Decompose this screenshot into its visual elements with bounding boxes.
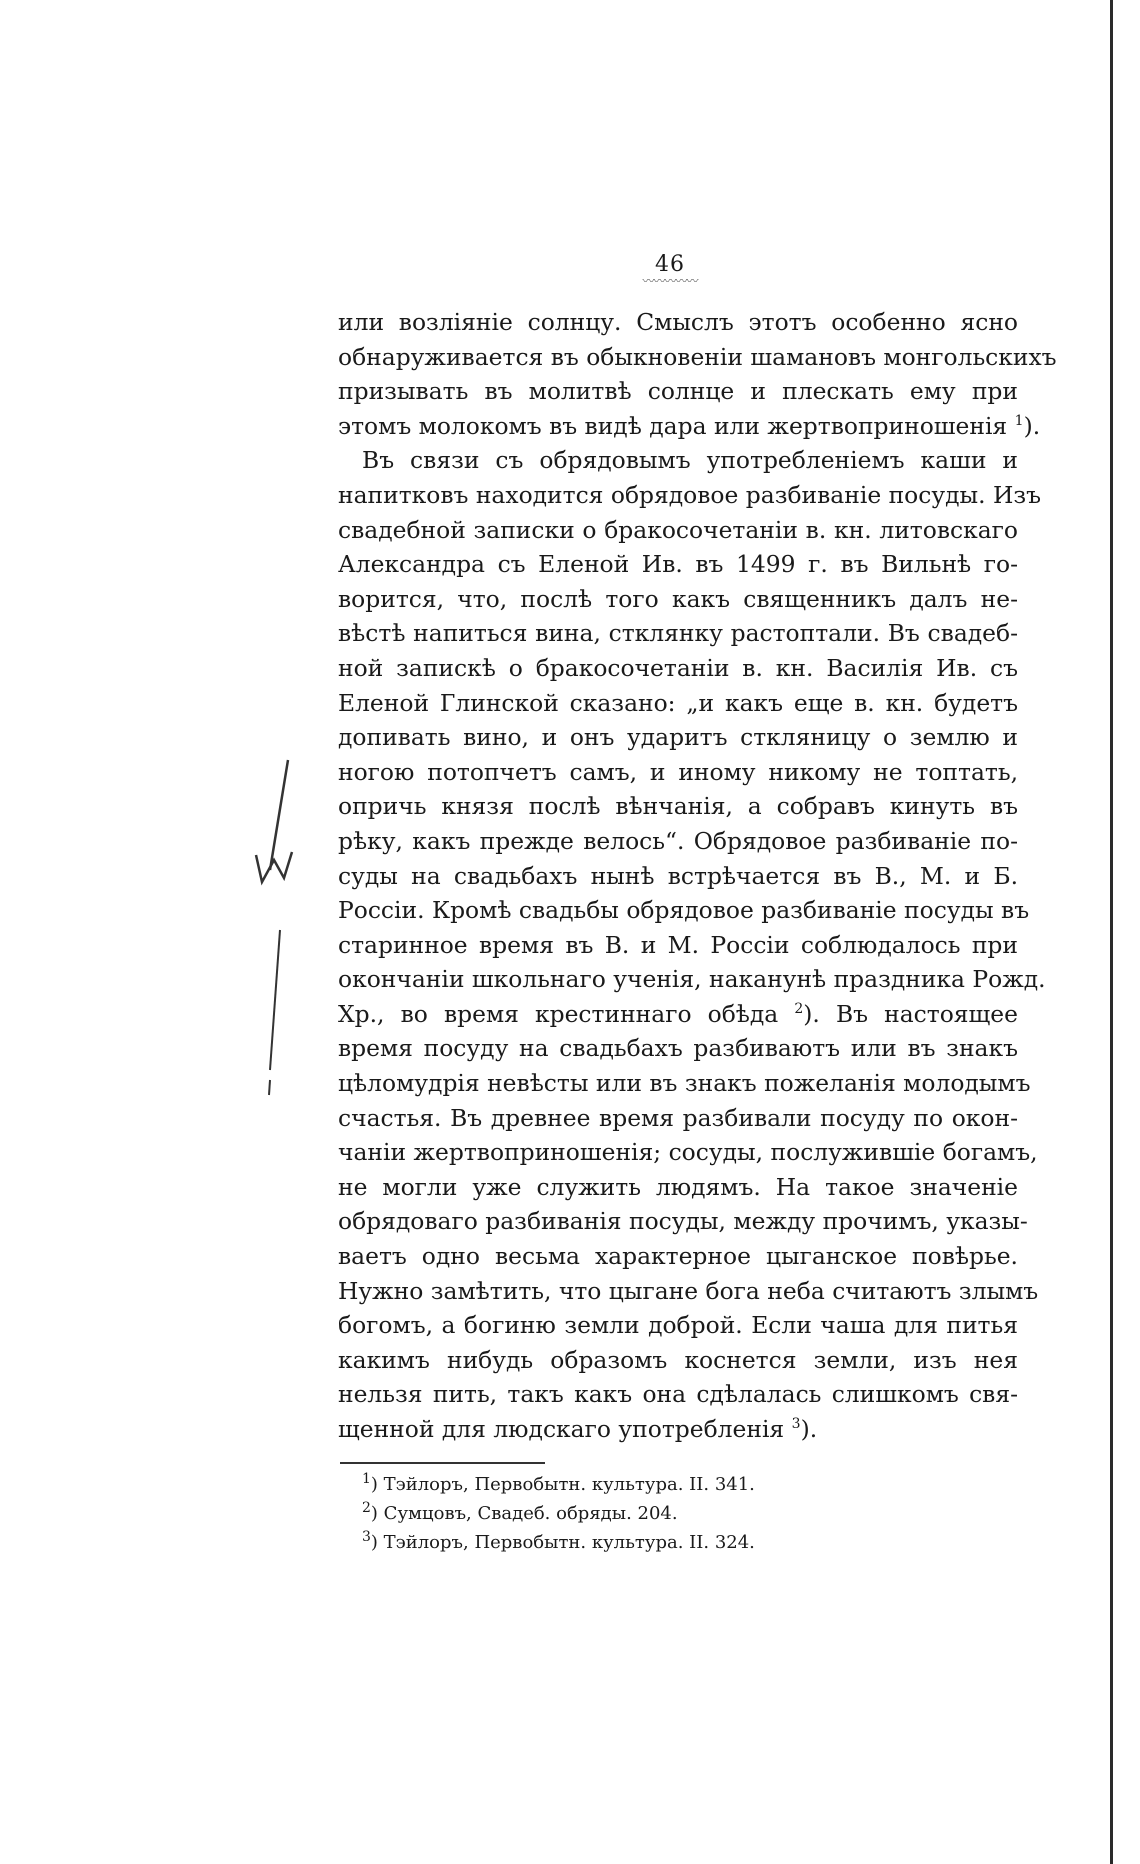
footnote-text: ) Тэйлоръ, Первобытн. культура. II. 324. — [370, 1532, 755, 1553]
text-line: старинное время въ В. и М. Россіи соблюдалось при — [338, 930, 1018, 959]
text-line: рѣку, какъ прежде велось“. Обрядовое разбиваніе по- — [338, 826, 1018, 855]
text-line: опричь князя послѣ вѣнчанія, а собравъ кинуть въ — [338, 792, 1018, 821]
text-line: Александра съ Еленой Ив. въ 1499 г. въ Вильнѣ го- — [338, 550, 1018, 579]
text-line: богомъ, а богиню земли доброй. Если чаша для питья — [338, 1311, 1018, 1340]
footnote-marker: 1 — [362, 1471, 371, 1487]
text-line: напитковъ находится обрядовое разбиваніе посуды. Изъ — [338, 480, 1042, 509]
footnote-ref-3: 3 — [791, 1416, 801, 1433]
body-text — [338, 305, 1057, 1447]
text-line: ворится, что, послѣ того какъ священникъ далъ не- — [338, 584, 1018, 613]
page-number-text: 46 — [655, 252, 685, 277]
text-line: время посуду на свадьбахъ разбиваютъ или въ знакъ — [338, 1034, 1018, 1063]
text-line: ногою потопчетъ самъ, и иному никому не топтать, — [338, 757, 1018, 786]
footnote-text: ) Сумцовъ, Свадеб. обряды. 204. — [370, 1503, 678, 1524]
text-line-content: Хр., во время крестиннаго обѣда — [338, 999, 779, 1028]
text-line: чаніи жертвоприношенія; сосуды, послужившіе богамъ, — [338, 1138, 1038, 1167]
footnote-ref-2-tail: ). Въ настоящее — [803, 999, 1018, 1028]
footnote-text: ) Тэйлоръ, Первобытн. культура. II. 341. — [370, 1474, 755, 1495]
page-edge-line — [1110, 0, 1113, 1864]
footnote-marker: 2 — [362, 1500, 371, 1516]
text-line: или возліяніе солнцу. Смыслъ этотъ особенно ясно — [338, 308, 1018, 336]
text-line: призывать въ молитвѣ солнце и плескать ему при — [338, 377, 1018, 406]
footnote-ref-1: 1 — [1014, 412, 1024, 429]
text-line-content: этомъ молокомъ въ видѣ дара или жертвоприношенія — [338, 411, 1008, 440]
text-line: обнаруживается въ обыкновеніи шамановъ монгольскихъ — [338, 342, 1057, 371]
footnote-ref-3-tail: ). — [800, 1415, 818, 1443]
text-line: Еленой Глинской сказано: „и какъ еще в. кн. будетъ — [338, 688, 1018, 717]
text-line — [338, 997, 1018, 1032]
footnote-marker: 3 — [362, 1529, 371, 1545]
footnote-3 — [362, 1528, 962, 1557]
footnote-1 — [362, 1470, 962, 1499]
page-number-ornament: 〰〰〰〰〰 — [642, 274, 698, 288]
text-line: ной запискѣ о бракосочетаніи в. кн. Василія Ив. съ — [338, 653, 1018, 682]
text-line: цѣломудрія невѣсты или въ знакъ пожеланія молодымъ — [338, 1069, 1031, 1098]
text-line: Въ связи съ обрядовымъ употребленіемъ каши и — [362, 446, 1018, 475]
footnote-divider — [340, 1462, 545, 1464]
footnotes — [362, 1470, 962, 1557]
footnote-2 — [362, 1499, 962, 1528]
text-line: Россіи. Кромѣ свадьбы обрядовое разбиваніе посуды въ — [338, 896, 1030, 925]
footnote-ref-1-tail: ). — [1023, 411, 1041, 440]
text-line: суды на свадьбахъ нынѣ встрѣчается въ В., М. и Б. — [338, 861, 1018, 890]
text-line: Нужно замѣтить, что цыгане бога неба считаютъ злымъ — [338, 1276, 1039, 1305]
text-line: допивать вино, и онъ ударитъ сткляницу о землю и — [338, 723, 1018, 752]
footnote-ref-2: 2 — [794, 1001, 804, 1018]
text-line — [338, 409, 1041, 444]
text-line: нельзя пить, такъ какъ она сдѣлалась слишкомъ свя- — [338, 1380, 1018, 1409]
page-number — [600, 252, 740, 288]
text-line: окончаніи школьнаго ученія, наканунѣ праздника Рожд. — [338, 965, 1046, 994]
text-line: ваетъ одно весьма характерное цыганское повѣрье. — [338, 1242, 1018, 1271]
text-line-content: щенной для людскаго употребленія — [338, 1415, 785, 1443]
text-line: какимъ нибудь образомъ коснется земли, изъ нея — [338, 1345, 1018, 1374]
text-line: счастья. Въ древнее время разбивали посуду по окон- — [338, 1103, 1018, 1132]
text-line: свадебной записки о бракосочетаніи в. кн. литовскаго — [338, 515, 1018, 544]
text-line — [338, 1412, 1018, 1447]
text-line: вѣстѣ напиться вина, стклянку растоптали. Въ свадеб- — [338, 619, 1018, 648]
text-line: не могли уже служить людямъ. На такое значеніе — [338, 1172, 1018, 1201]
text-line: обрядоваго разбиванія посуды, между прочимъ, указы- — [338, 1207, 1028, 1236]
margin-pencil-mark-icon — [240, 750, 320, 1130]
